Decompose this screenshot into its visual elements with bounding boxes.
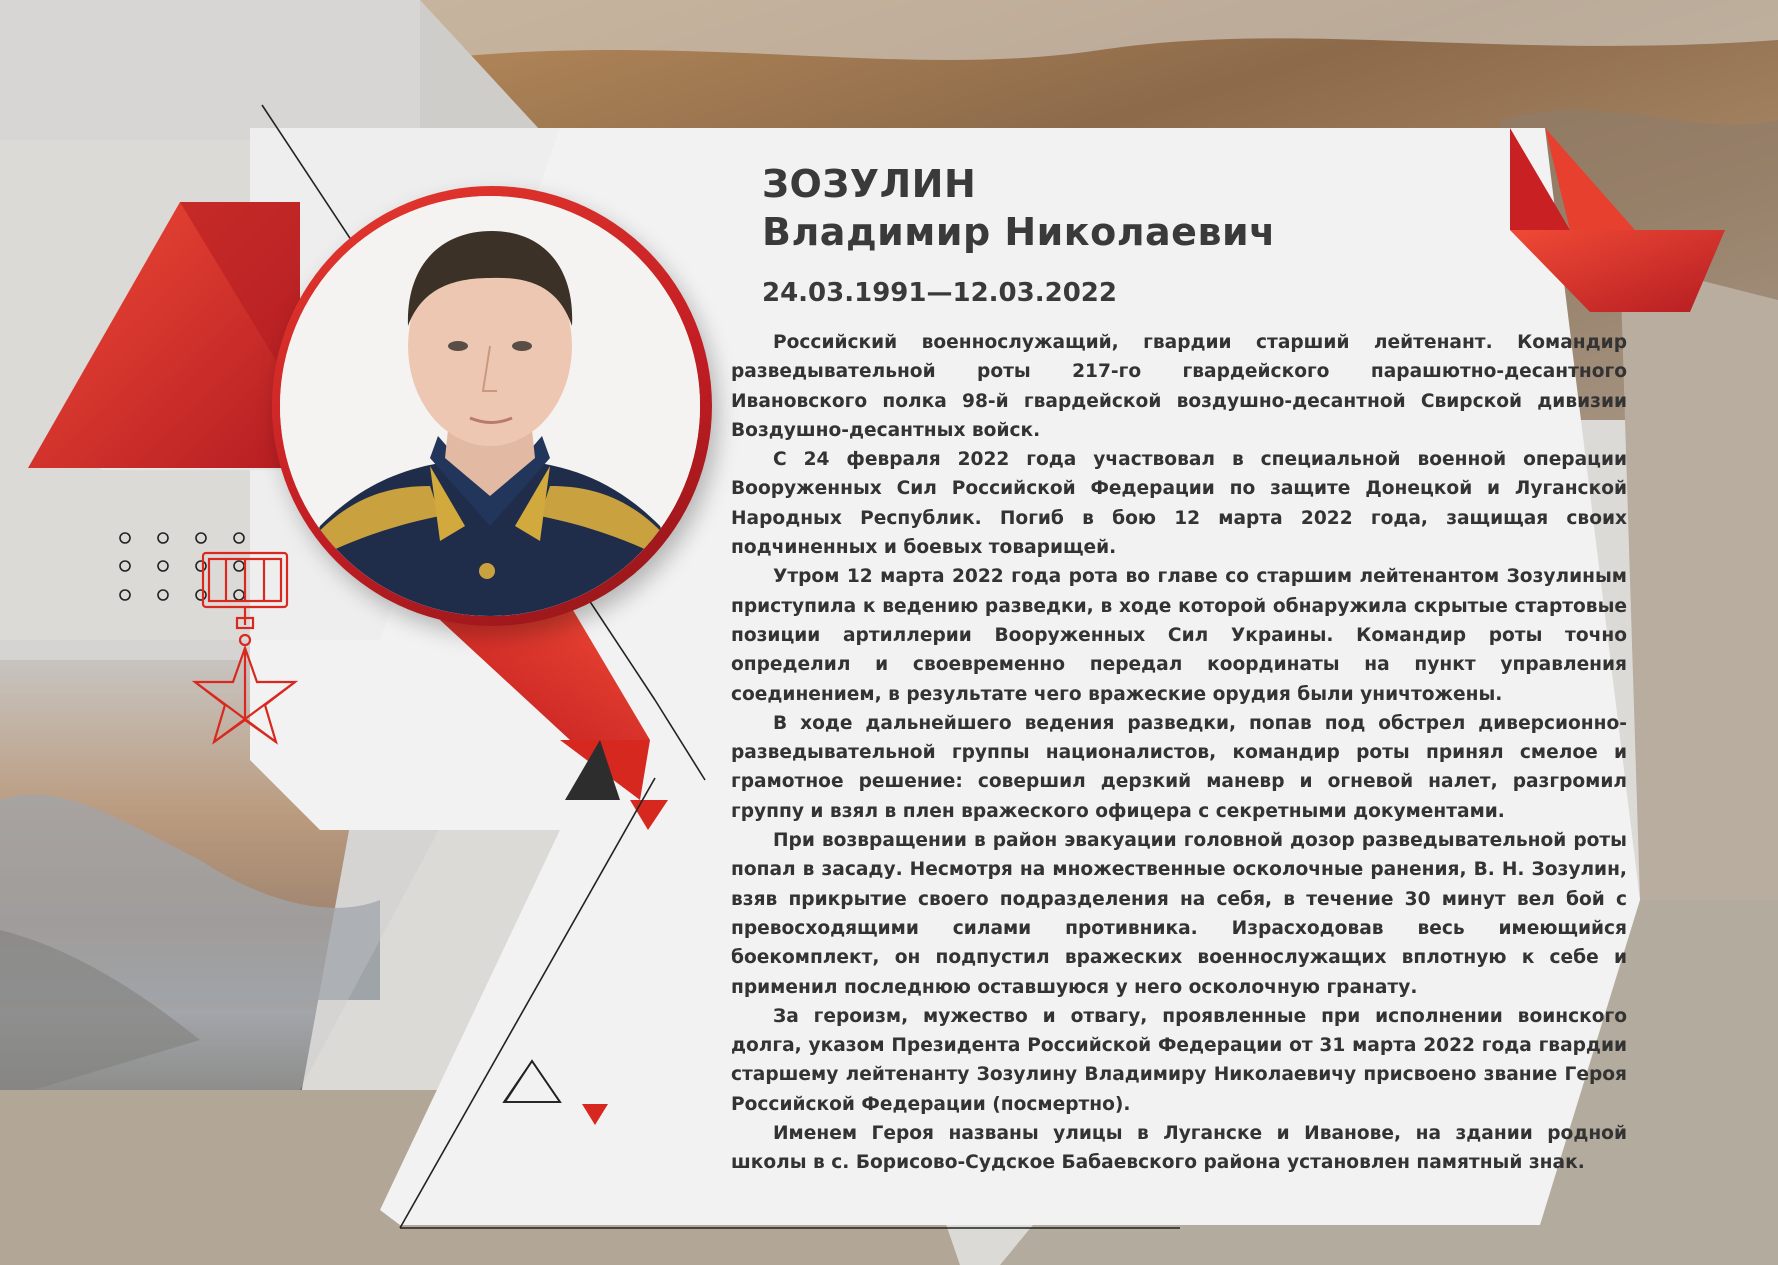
hero-surname: ЗОЗУЛИН: [762, 162, 977, 206]
biography-text: [731, 328, 1627, 1178]
hero-given-names: Владимир Николаевич: [762, 210, 1276, 254]
bio-paragraph: Именем Героя названы улицы в Луганске и Иванове, на здании родной школы в с. Борисово-Судское Бабаевского района установлен памятный знак.: [731, 1123, 1627, 1174]
bio-paragraph: С 24 февраля 2022 года участвовал в специальной военной операции Вооруженных Сил Российской Федерации по защите Донецкой и Луганской Народных Республик. Погиб в бою 12 марта 2022 года, защищая своих подчиненных и боевых товарищей.: [731, 449, 1627, 559]
hero-portrait-photo: [280, 196, 700, 616]
hero-name-heading: [762, 160, 1276, 256]
bio-paragraph: Российский военнослужащий, гвардии старший лейтенант. Командир разведывательной роты 217-го гвардейского парашютно-десантного Ивановского полка 98-й гвардейской воздушно-десантной Свирской дивизии Воздушно-десантных войск.: [731, 332, 1627, 441]
bio-paragraph: За героизм, мужество и отвагу, проявленные при исполнении воинского долга, указом Президента Российской Федерации от 31 марта 2022 года гвардии старшему лейтенанту Зозулину Владимиру Николаевичу присвоено звание Героя Российской Федерации (посмертно).: [731, 1005, 1627, 1115]
bio-paragraph: В ходе дальнейшего ведения разведки, попав под обстрел диверсионно-разведывательной группы националистов, командир роты принял смелое и грамотное решение: совершил дерзкий маневр и огневой налет, разгромил группу и взял в плен вражеского офицера с секретными документами.: [731, 712, 1627, 822]
life-dates: 24.03.1991—12.03.2022: [762, 278, 1117, 308]
bio-paragraph: При возвращении в район эвакуации головной дозор разведывательной роты попал в засаду. Несмотря на множественные осколочные ранения, В. Н. Зозулин, взяв прикрытие своего подразделения на себя, в течение 30 минут вел бой с превосходящими силами противника. Израсходовав весь имеющийся боекомплект, он подпустил вражеских военнослужащих вплотную к себе и применил последнюю оставшуюся у него осколочную гранату.: [731, 830, 1627, 998]
bio-paragraph: Утром 12 марта 2022 года рота во главе со старшим лейтенантом Зозулиным приступила к ведению разведки, в ходе которой обнаружила скрытые стартовые позиции артиллерии Вооруженных Сил Украины. Командир роты точно определил и своевременно передал координаты на пункт управления соединением, в результате чего вражеские орудия были уничтожены.: [731, 566, 1627, 705]
